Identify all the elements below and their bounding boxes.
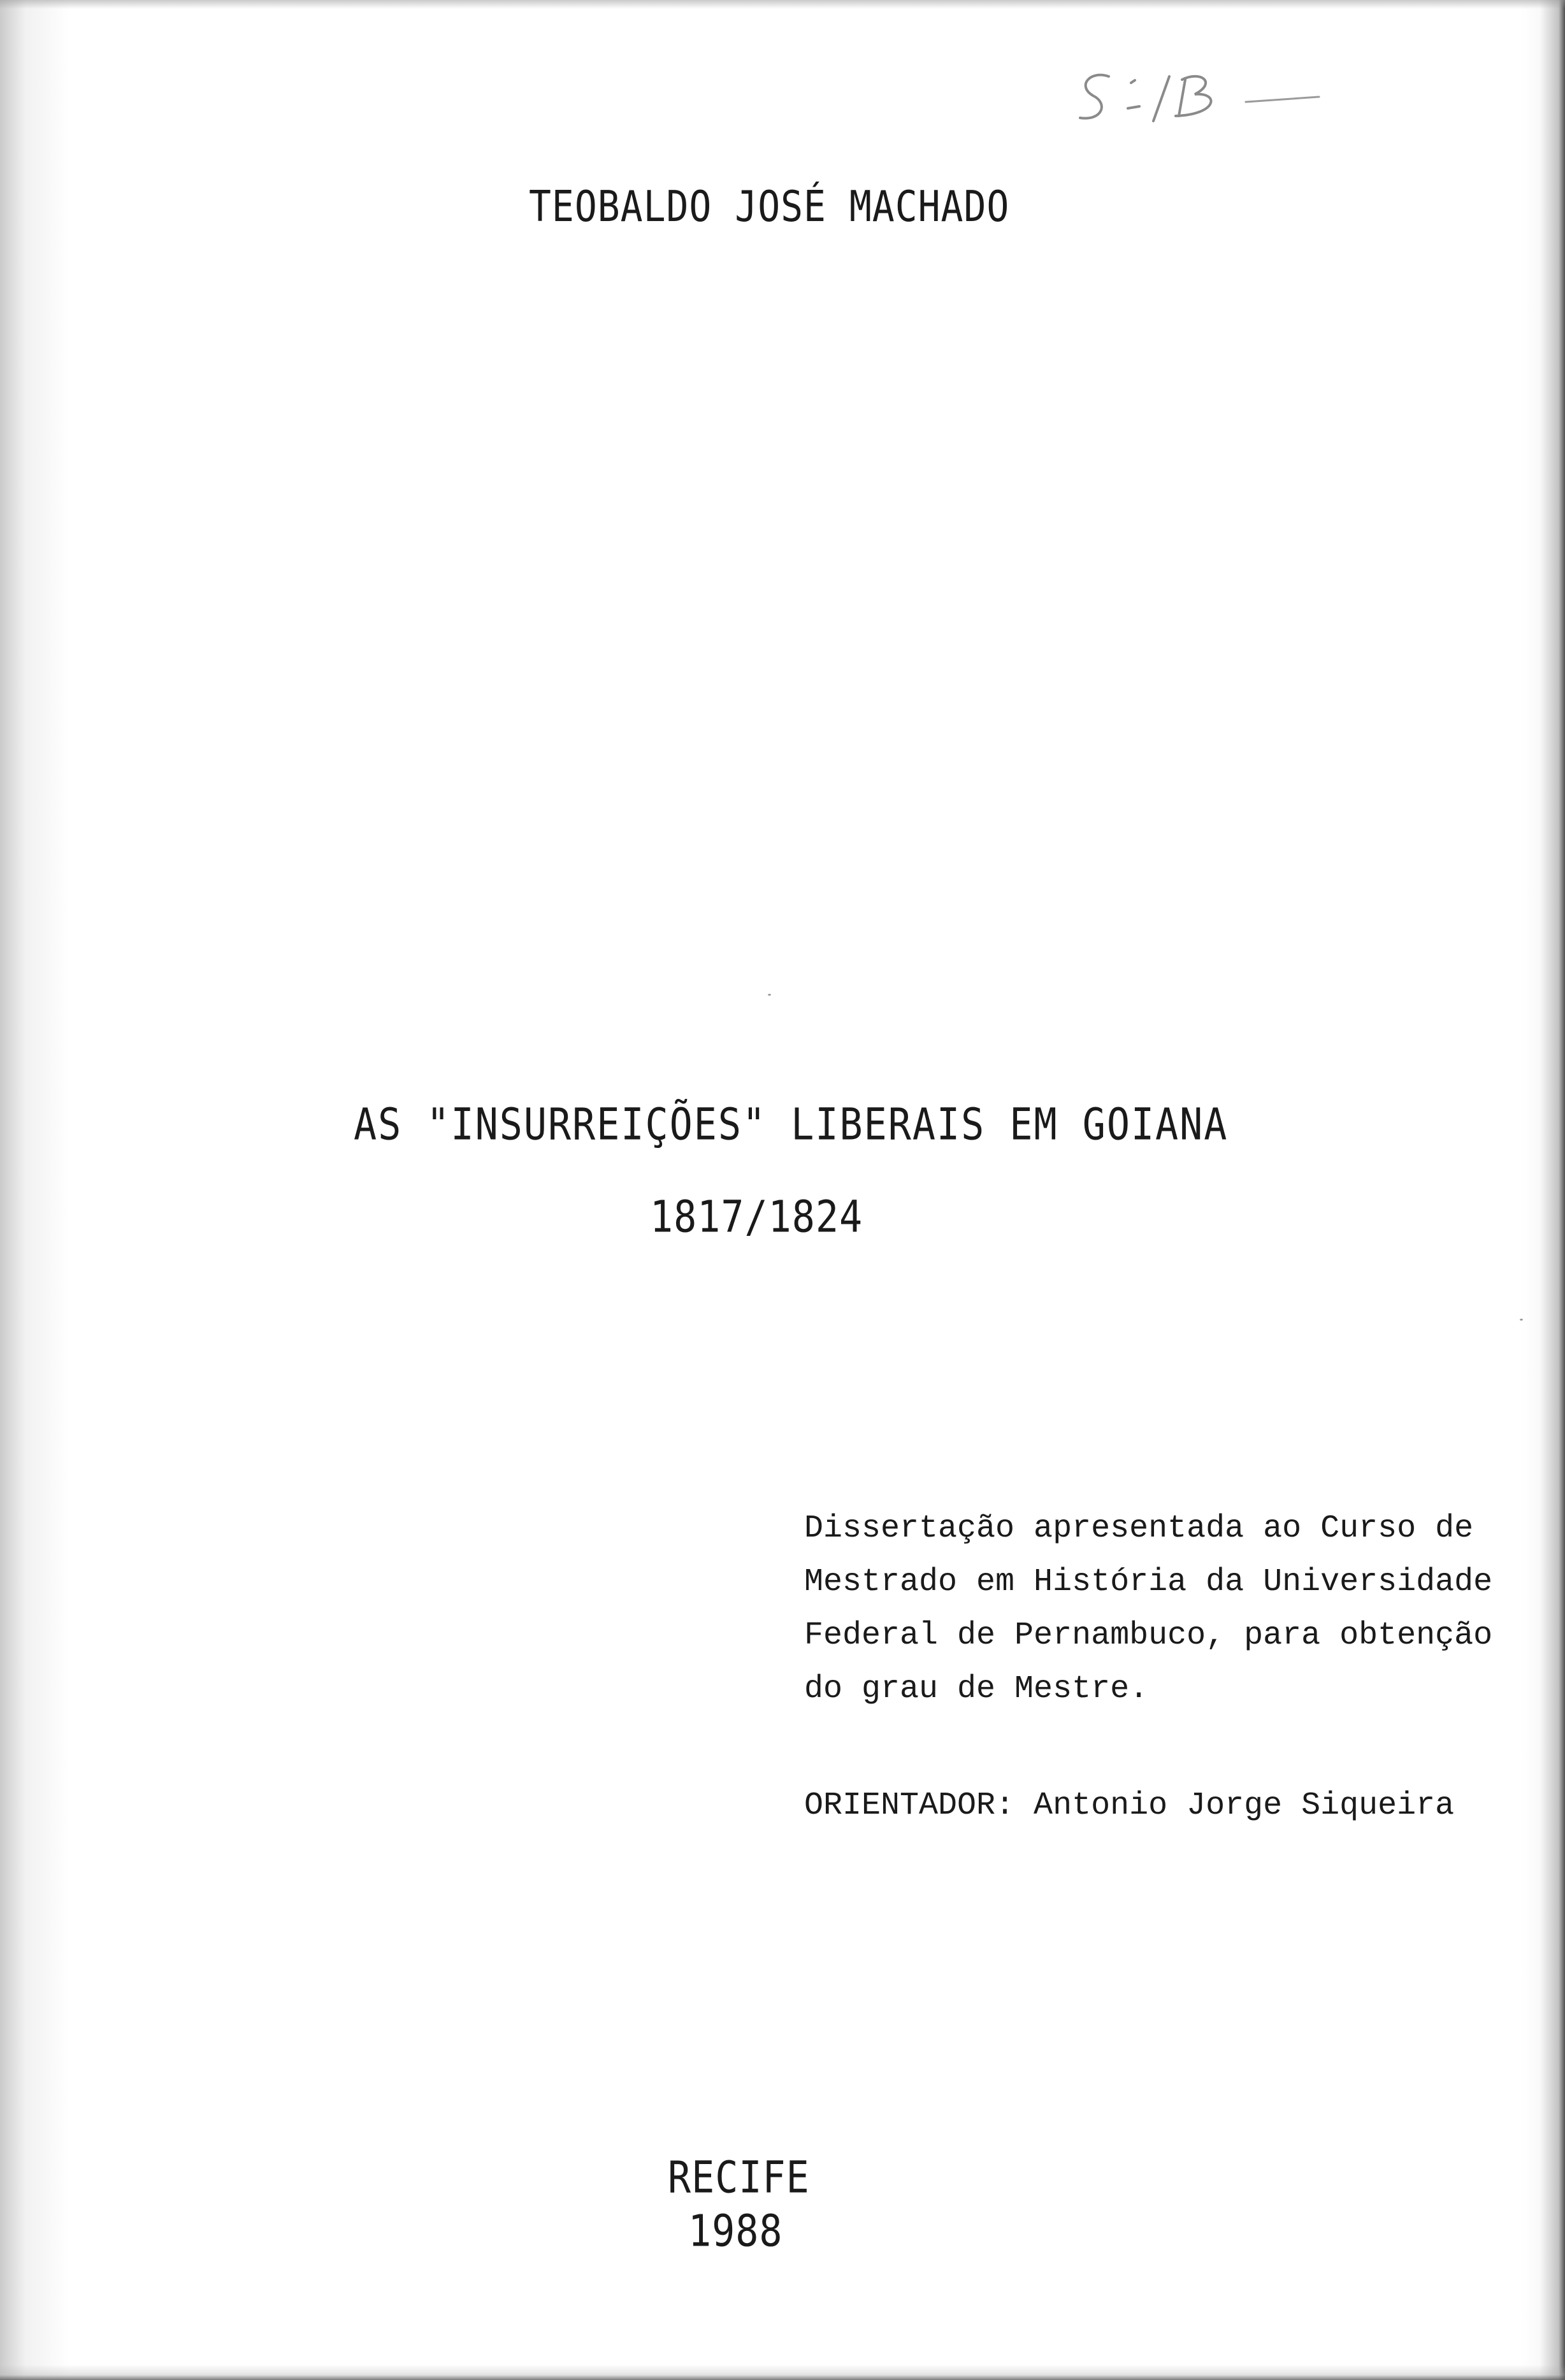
scan-edge-left: [0, 0, 70, 2380]
advisor-line: ORIENTADOR: Antonio Jorge Siqueira: [804, 1788, 1455, 1824]
dissertation-years: 1817/1824: [650, 1191, 863, 1243]
scan-speck: [1520, 1319, 1523, 1321]
scan-edge-bottom: [0, 2365, 1565, 2380]
statement-line: do grau de Mestre.: [804, 1671, 1149, 1707]
dissertation-statement: [804, 1502, 1493, 1716]
handwritten-annotation: [1064, 57, 1332, 134]
year: 1988: [688, 2205, 783, 2257]
statement-line: Dissertação apresentada ao Curso de: [804, 1510, 1474, 1547]
scan-speck: [768, 994, 771, 996]
author-name: TEOBALDO JOSÉ MACHADO: [529, 182, 1010, 232]
statement-line: Federal de Pernambuco, para obtenção: [804, 1617, 1493, 1654]
scan-edge-right: [1520, 0, 1565, 2380]
dissertation-title: AS "INSURREIÇÕES" LIBERAIS EM GOIANA: [354, 1099, 1229, 1151]
scan-edge-top: [0, 0, 1565, 9]
statement-line: Mestrado em História da Universidade: [804, 1564, 1493, 1600]
city: RECIFE: [668, 2152, 810, 2204]
